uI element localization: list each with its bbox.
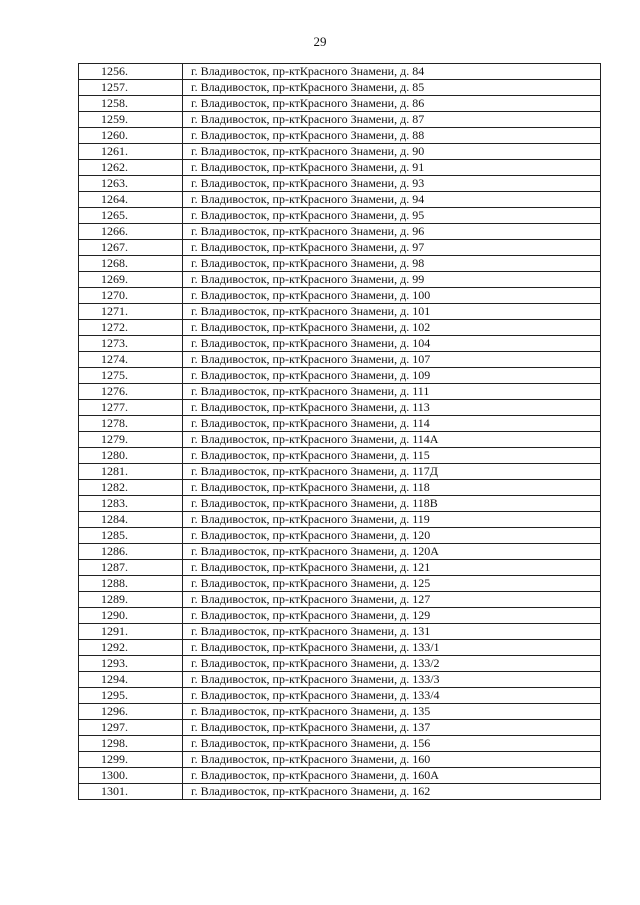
- row-number: 1279.: [79, 432, 183, 448]
- table-row: [79, 592, 601, 608]
- table-row: [79, 608, 601, 624]
- row-number: 1287.: [79, 560, 183, 576]
- table-row: [79, 528, 601, 544]
- table-row: [79, 288, 601, 304]
- row-address: г. Владивосток, пр-ктКрасного Знамени, д. 91: [183, 160, 601, 176]
- row-number: 1267.: [79, 240, 183, 256]
- row-address: г. Владивосток, пр-ктКрасного Знамени, д. 119: [183, 512, 601, 528]
- row-number: 1299.: [79, 752, 183, 768]
- table-row: [79, 544, 601, 560]
- row-address: г. Владивосток, пр-ктКрасного Знамени, д. 93: [183, 176, 601, 192]
- row-number: 1271.: [79, 304, 183, 320]
- row-number: 1264.: [79, 192, 183, 208]
- row-number: 1286.: [79, 544, 183, 560]
- row-number: 1284.: [79, 512, 183, 528]
- table-row: [79, 352, 601, 368]
- table-row: [79, 160, 601, 176]
- row-number: 1268.: [79, 256, 183, 272]
- table-row: [79, 384, 601, 400]
- table-row: [79, 448, 601, 464]
- row-number: 1281.: [79, 464, 183, 480]
- row-number: 1294.: [79, 672, 183, 688]
- row-address: г. Владивосток, пр-ктКрасного Знамени, д. 133/2: [183, 656, 601, 672]
- row-address: г. Владивосток, пр-ктКрасного Знамени, д. 97: [183, 240, 601, 256]
- table-row: [79, 304, 601, 320]
- row-number: 1265.: [79, 208, 183, 224]
- row-address: г. Владивосток, пр-ктКрасного Знамени, д. 94: [183, 192, 601, 208]
- table-row: [79, 272, 601, 288]
- row-address: г. Владивосток, пр-ктКрасного Знамени, д. 114А: [183, 432, 601, 448]
- table-row: [79, 432, 601, 448]
- row-address: г. Владивосток, пр-ктКрасного Знамени, д. 84: [183, 64, 601, 80]
- table-row: [79, 752, 601, 768]
- row-address: г. Владивосток, пр-ктКрасного Знамени, д. 125: [183, 576, 601, 592]
- row-number: 1297.: [79, 720, 183, 736]
- table-row: [79, 464, 601, 480]
- table-row: [79, 240, 601, 256]
- row-address: г. Владивосток, пр-ктКрасного Знамени, д. 87: [183, 112, 601, 128]
- table-row: [79, 416, 601, 432]
- row-number: 1301.: [79, 784, 183, 800]
- table-row: [79, 704, 601, 720]
- row-number: 1288.: [79, 576, 183, 592]
- table-row: [79, 720, 601, 736]
- page-number: 29: [313, 34, 327, 49]
- row-number: 1282.: [79, 480, 183, 496]
- row-address: г. Владивосток, пр-ктКрасного Знамени, д. 156: [183, 736, 601, 752]
- table-row: [79, 144, 601, 160]
- table-row: [79, 624, 601, 640]
- row-address: г. Владивосток, пр-ктКрасного Знамени, д. 135: [183, 704, 601, 720]
- row-address: г. Владивосток, пр-ктКрасного Знамени, д. 96: [183, 224, 601, 240]
- row-number: 1289.: [79, 592, 183, 608]
- address-table: [78, 63, 601, 800]
- table-row: [79, 560, 601, 576]
- row-address: г. Владивосток, пр-ктКрасного Знамени, д. 160А: [183, 768, 601, 784]
- row-number: 1273.: [79, 336, 183, 352]
- table-row: [79, 128, 601, 144]
- table-row: [79, 400, 601, 416]
- row-number: 1296.: [79, 704, 183, 720]
- row-address: г. Владивосток, пр-ктКрасного Знамени, д. 109: [183, 368, 601, 384]
- row-address: г. Владивосток, пр-ктКрасного Знамени, д. 160: [183, 752, 601, 768]
- row-address: г. Владивосток, пр-ктКрасного Знамени, д. 104: [183, 336, 601, 352]
- row-address: г. Владивосток, пр-ктКрасного Знамени, д. 118: [183, 480, 601, 496]
- row-address: г. Владивосток, пр-ктКрасного Знамени, д. 100: [183, 288, 601, 304]
- row-address: г. Владивосток, пр-ктКрасного Знамени, д. 129: [183, 608, 601, 624]
- row-number: 1258.: [79, 96, 183, 112]
- row-number: 1277.: [79, 400, 183, 416]
- table-row: [79, 672, 601, 688]
- row-address: г. Владивосток, пр-ктКрасного Знамени, д. 99: [183, 272, 601, 288]
- table-row: [79, 96, 601, 112]
- row-address: г. Владивосток, пр-ктКрасного Знамени, д. 121: [183, 560, 601, 576]
- row-address: г. Владивосток, пр-ктКрасного Знамени, д. 88: [183, 128, 601, 144]
- row-number: 1260.: [79, 128, 183, 144]
- row-address: г. Владивосток, пр-ктКрасного Знамени, д. 133/3: [183, 672, 601, 688]
- row-number: 1292.: [79, 640, 183, 656]
- table-row: [79, 512, 601, 528]
- table-row: [79, 656, 601, 672]
- row-address: г. Владивосток, пр-ктКрасного Знамени, д. 133/4: [183, 688, 601, 704]
- row-number: 1290.: [79, 608, 183, 624]
- table-row: [79, 480, 601, 496]
- row-number: 1270.: [79, 288, 183, 304]
- table-row: [79, 736, 601, 752]
- row-address: г. Владивосток, пр-ктКрасного Знамени, д. 102: [183, 320, 601, 336]
- row-address: г. Владивосток, пр-ктКрасного Знамени, д. 95: [183, 208, 601, 224]
- row-number: 1256.: [79, 64, 183, 80]
- row-address: г. Владивосток, пр-ктКрасного Знамени, д. 113: [183, 400, 601, 416]
- row-number: 1293.: [79, 656, 183, 672]
- row-number: 1283.: [79, 496, 183, 512]
- table-row: [79, 64, 601, 80]
- row-address: г. Владивосток, пр-ктКрасного Знамени, д. 111: [183, 384, 601, 400]
- row-number: 1275.: [79, 368, 183, 384]
- row-number: 1298.: [79, 736, 183, 752]
- table-row: [79, 368, 601, 384]
- row-address: г. Владивосток, пр-ктКрасного Знамени, д. 98: [183, 256, 601, 272]
- table-row: [79, 224, 601, 240]
- row-address: г. Владивосток, пр-ктКрасного Знамени, д. 127: [183, 592, 601, 608]
- row-number: 1269.: [79, 272, 183, 288]
- row-address: г. Владивосток, пр-ктКрасного Знамени, д. 107: [183, 352, 601, 368]
- table-row: [79, 256, 601, 272]
- table-row: [79, 320, 601, 336]
- row-address: г. Владивосток, пр-ктКрасного Знамени, д. 137: [183, 720, 601, 736]
- row-number: 1263.: [79, 176, 183, 192]
- row-address: г. Владивосток, пр-ктКрасного Знамени, д. 120А: [183, 544, 601, 560]
- table-row: [79, 208, 601, 224]
- row-number: 1280.: [79, 448, 183, 464]
- row-address: г. Владивосток, пр-ктКрасного Знамени, д. 90: [183, 144, 601, 160]
- table-row: [79, 768, 601, 784]
- row-address: г. Владивосток, пр-ктКрасного Знамени, д. 162: [183, 784, 601, 800]
- row-number: 1278.: [79, 416, 183, 432]
- table-row: [79, 496, 601, 512]
- row-number: 1257.: [79, 80, 183, 96]
- address-table-body: [79, 64, 601, 800]
- row-number: 1266.: [79, 224, 183, 240]
- row-address: г. Владивосток, пр-ктКрасного Знамени, д. 117Д: [183, 464, 601, 480]
- row-number: 1259.: [79, 112, 183, 128]
- row-number: 1272.: [79, 320, 183, 336]
- row-number: 1262.: [79, 160, 183, 176]
- table-row: [79, 336, 601, 352]
- row-address: г. Владивосток, пр-ктКрасного Знамени, д. 131: [183, 624, 601, 640]
- row-number: 1276.: [79, 384, 183, 400]
- row-address: г. Владивосток, пр-ктКрасного Знамени, д. 115: [183, 448, 601, 464]
- row-number: 1295.: [79, 688, 183, 704]
- row-address: г. Владивосток, пр-ктКрасного Знамени, д. 114: [183, 416, 601, 432]
- table-row: [79, 576, 601, 592]
- row-number: 1285.: [79, 528, 183, 544]
- table-row: [79, 176, 601, 192]
- row-number: 1291.: [79, 624, 183, 640]
- row-number: 1300.: [79, 768, 183, 784]
- row-number: 1261.: [79, 144, 183, 160]
- table-row: [79, 640, 601, 656]
- row-address: г. Владивосток, пр-ктКрасного Знамени, д. 85: [183, 80, 601, 96]
- row-address: г. Владивосток, пр-ктКрасного Знамени, д. 86: [183, 96, 601, 112]
- row-address: г. Владивосток, пр-ктКрасного Знамени, д. 120: [183, 528, 601, 544]
- row-address: г. Владивосток, пр-ктКрасного Знамени, д. 101: [183, 304, 601, 320]
- table-row: [79, 192, 601, 208]
- row-address: г. Владивосток, пр-ктКрасного Знамени, д. 118В: [183, 496, 601, 512]
- table-row: [79, 80, 601, 96]
- row-number: 1274.: [79, 352, 183, 368]
- table-row: [79, 784, 601, 800]
- table-row: [79, 112, 601, 128]
- table-row: [79, 688, 601, 704]
- row-address: г. Владивосток, пр-ктКрасного Знамени, д. 133/1: [183, 640, 601, 656]
